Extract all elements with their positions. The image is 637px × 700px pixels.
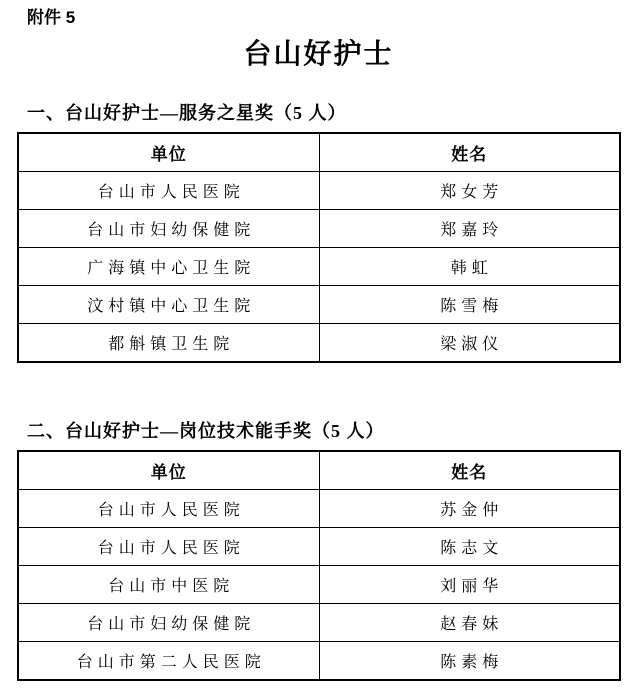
unit-cell: 台山市中医院	[18, 566, 319, 604]
technical-skill-table	[17, 450, 621, 681]
attachment-label: 附件 5	[27, 8, 76, 27]
section-heading-service-star: 一、台山好护士—服务之星奖（5 人）	[27, 103, 347, 123]
table-row	[18, 172, 620, 210]
unit-cell: 台山市妇幼保健院	[18, 210, 319, 248]
table-header-row	[18, 451, 620, 490]
unit-column-header: 单位	[18, 133, 319, 172]
name-cell: 赵春妹	[319, 604, 620, 642]
name-column-header: 姓名	[319, 133, 620, 172]
unit-cell: 台山市人民医院	[18, 490, 319, 528]
table-row	[18, 248, 620, 286]
unit-cell: 汶村镇中心卫生院	[18, 286, 319, 324]
table-row	[18, 324, 620, 363]
name-cell: 郑女芳	[319, 172, 620, 210]
table-row	[18, 642, 620, 681]
name-cell: 刘丽华	[319, 566, 620, 604]
table-row	[18, 490, 620, 528]
name-cell: 梁淑仪	[319, 324, 620, 363]
name-cell: 陈志文	[319, 528, 620, 566]
table-header-row	[18, 133, 620, 172]
section-service-star-award	[0, 101, 637, 363]
service-star-table	[17, 132, 621, 363]
section-heading-technical-skill: 二、台山好护士—岗位技术能手奖（5 人）	[27, 421, 385, 441]
unit-cell: 台山市妇幼保健院	[18, 604, 319, 642]
name-cell: 陈雪梅	[319, 286, 620, 324]
unit-cell: 都斛镇卫生院	[18, 324, 319, 363]
table-row	[18, 528, 620, 566]
unit-cell: 台山市人民医院	[18, 528, 319, 566]
name-cell: 韩虹	[319, 248, 620, 286]
unit-cell: 台山市人民医院	[18, 172, 319, 210]
name-column-header: 姓名	[319, 451, 620, 490]
unit-cell: 广海镇中心卫生院	[18, 248, 319, 286]
section-technical-skill-award	[0, 419, 637, 681]
table-row	[18, 604, 620, 642]
unit-column-header: 单位	[18, 451, 319, 490]
table-row	[18, 286, 620, 324]
name-cell: 陈素梅	[319, 642, 620, 681]
table-row	[18, 566, 620, 604]
name-cell: 郑嘉玲	[319, 210, 620, 248]
page-title: 台山好护士	[243, 39, 394, 70]
unit-cell: 台山市第二人民医院	[18, 642, 319, 681]
table-row	[18, 210, 620, 248]
name-cell: 苏金仲	[319, 490, 620, 528]
